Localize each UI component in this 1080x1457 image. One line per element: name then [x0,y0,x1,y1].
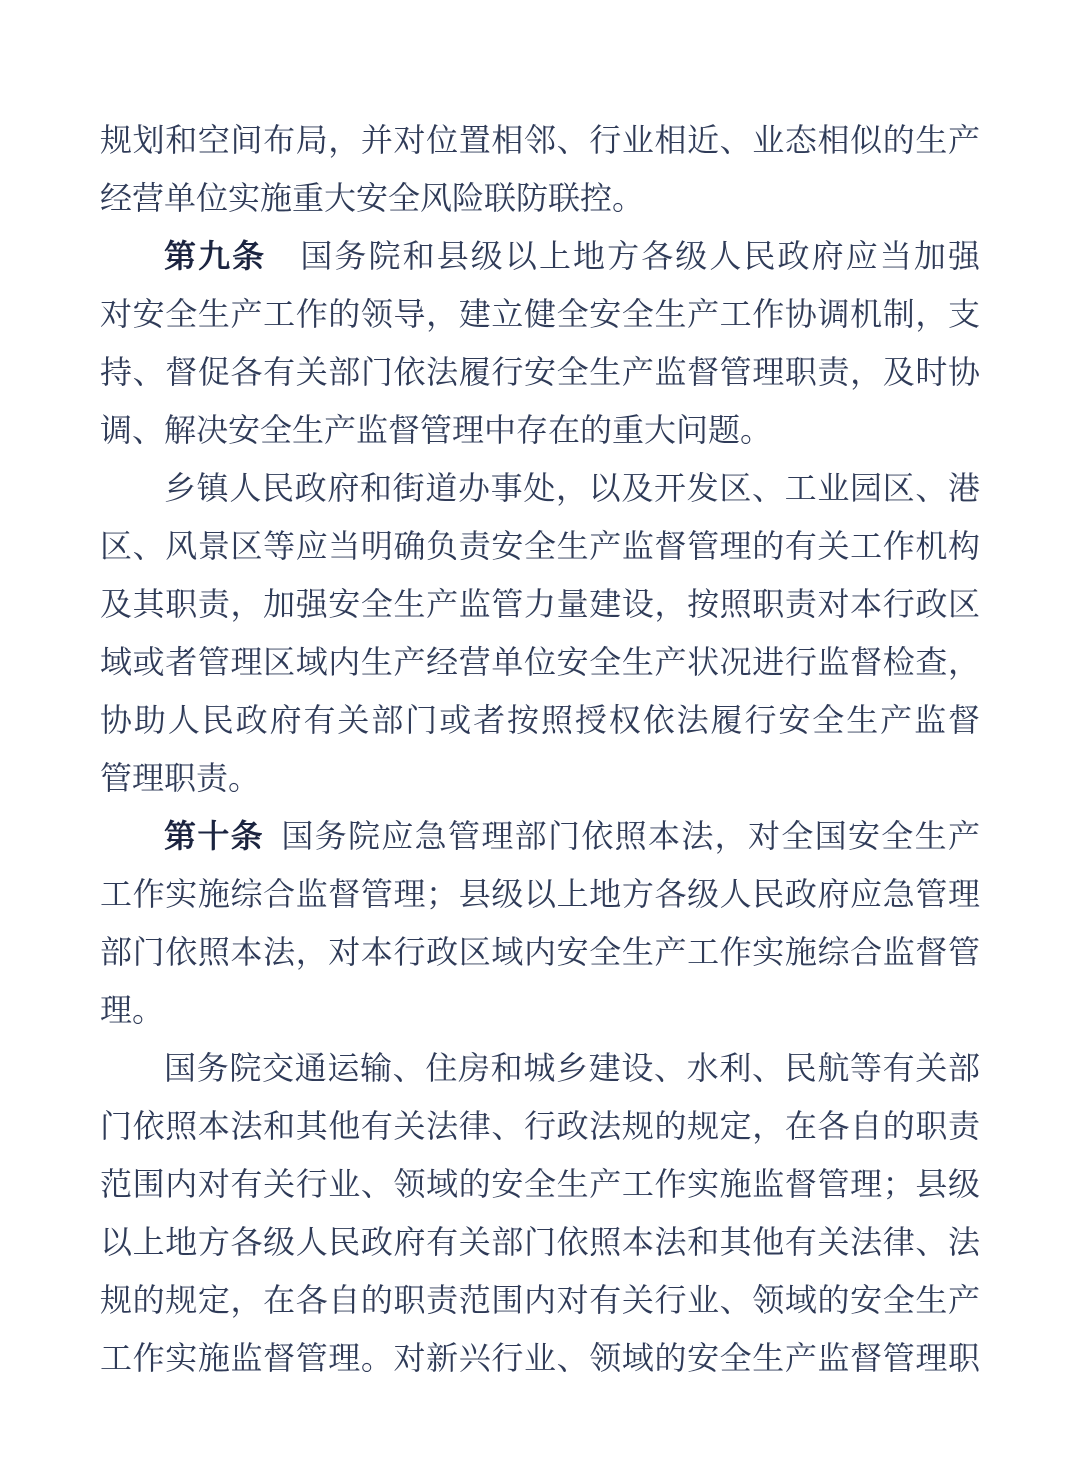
text-line [100,459,980,517]
text-line [100,749,980,807]
line-text: 调、解决安全生产监督管理中存在的重大问题。 [100,412,773,448]
text-line [100,285,980,343]
line-text: 门依照本法和其他有关法律、行政法规的规定，在各自的职责 [100,1108,980,1144]
text-line [100,1271,980,1329]
line-text: 理。 [100,992,165,1028]
line-text: 以上地方各级人民政府有关部门依照本法和其他有关法律、法 [100,1224,980,1260]
line-text: 国务院和县级以上地方各级人民政府应当加强 [266,238,980,274]
article-number-label: 第九条 [164,238,267,274]
text-line [100,1213,980,1271]
text-line [100,343,980,401]
line-text: 规的规定，在各自的职责范围内对有关行业、领域的安全生产 [100,1282,980,1318]
text-line [100,1039,980,1097]
line-text: 管理职责。 [100,760,261,796]
text-line [100,807,980,865]
text-line [100,169,980,227]
line-text: 国务院应急管理部门依照本法，对全国安全生产 [264,818,980,854]
text-line [100,517,980,575]
line-text: 国务院交通运输、住房和城乡建设、水利、民航等有关部 [164,1050,980,1086]
line-text: 部门依照本法，对本行政区域内安全生产工作实施综合监督管 [100,934,980,970]
text-line [100,575,980,633]
line-text: 规划和空间布局，并对位置相邻、行业相近、业态相似的生产 [100,122,980,158]
text-line [100,227,980,285]
text-line [100,401,980,459]
line-text: 协助人民政府有关部门或者按照授权依法履行安全生产监督 [100,702,980,738]
line-text: 持、督促各有关部门依法履行安全生产监督管理职责，及时协 [100,354,980,390]
line-text: 域或者管理区域内生产经营单位安全生产状况进行监督检查， [100,644,980,680]
text-line [100,691,980,749]
text-line [100,111,980,169]
line-text: 范围内对有关行业、领域的安全生产工作实施监督管理；县级 [100,1166,980,1202]
text-line [100,633,980,691]
article-number-label: 第十条 [164,818,264,854]
text-line [100,923,980,981]
text-line [100,1329,980,1387]
line-text: 及其职责，加强安全生产监管力量建设，按照职责对本行政区 [100,586,980,622]
line-text: 工作实施监督管理。对新兴行业、领域的安全生产监督管理职 [100,1340,980,1376]
line-text: 工作实施综合监督管理；县级以上地方各级人民政府应急管理 [100,876,980,912]
line-text: 经营单位实施重大安全风险联防联控。 [100,180,645,216]
text-line [100,981,980,1039]
line-text: 区、风景区等应当明确负责安全生产监督管理的有关工作机构 [100,528,980,564]
line-text: 对安全生产工作的领导，建立健全安全生产工作协调机制，支 [100,296,980,332]
text-line [100,1097,980,1155]
text-line [100,1155,980,1213]
line-text: 乡镇人民政府和街道办事处，以及开发区、工业园区、港 [164,470,980,506]
text-line [100,865,980,923]
